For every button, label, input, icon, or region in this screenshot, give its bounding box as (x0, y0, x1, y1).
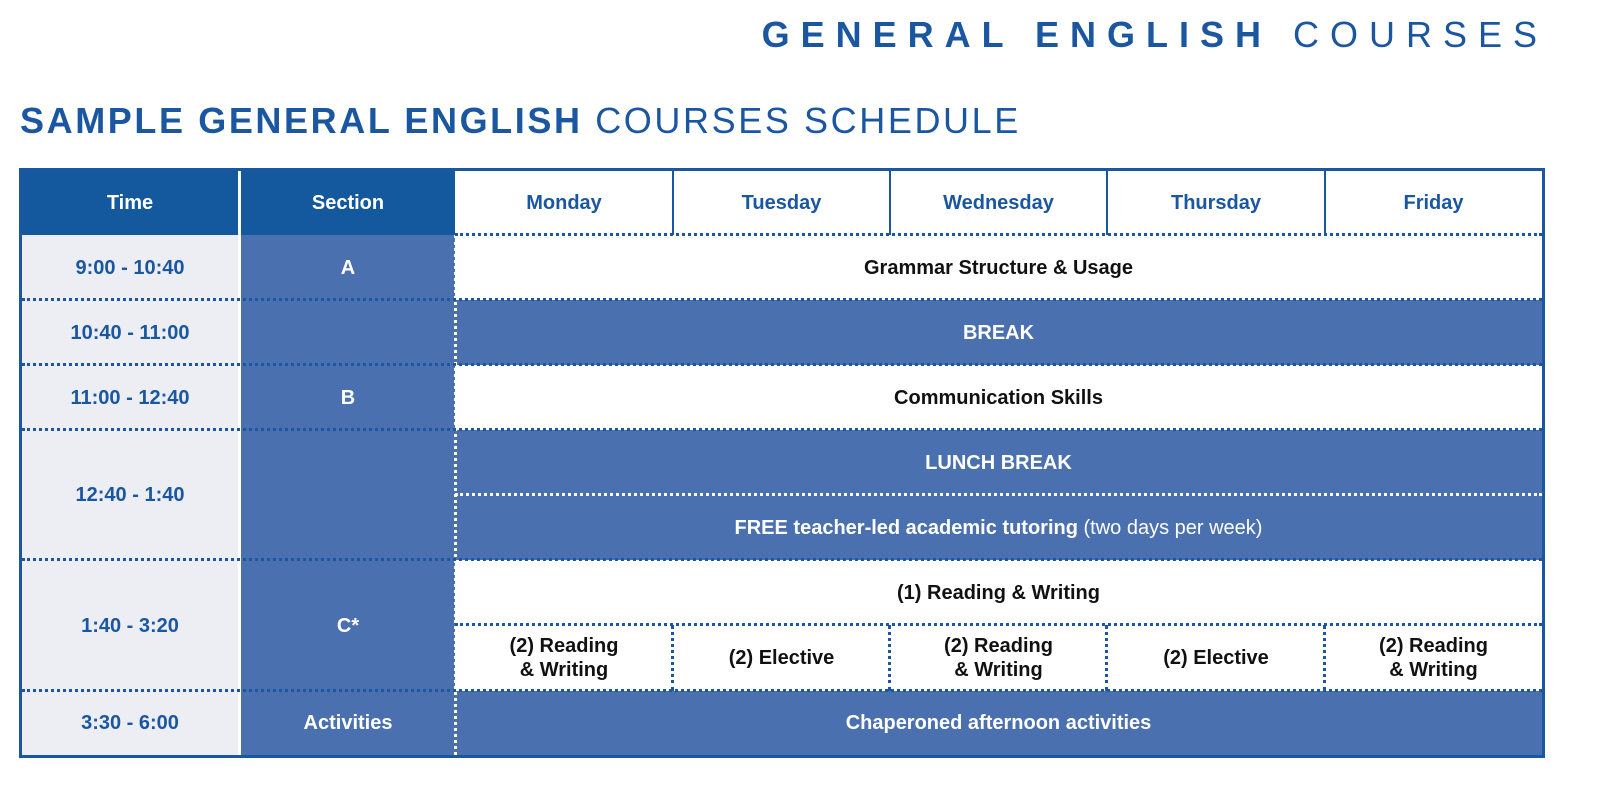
header-tuesday: Tuesday (673, 171, 890, 235)
header-wednesday: Wednesday (890, 171, 1107, 235)
communication-block: Communication Skills (455, 365, 1542, 430)
header-divider (1106, 171, 1108, 235)
session-line: (2) Reading (509, 635, 619, 657)
header-divider (238, 171, 241, 235)
day-divider (1105, 625, 1108, 691)
session-line: & Writing (954, 659, 1043, 681)
row-divider (455, 623, 1542, 626)
grammar-block: Grammar Structure & Usage (455, 235, 1542, 300)
page-heading-strong: SAMPLE GENERAL ENGLISH (20, 100, 583, 141)
section-cell: Activities (241, 691, 455, 755)
row-divider (455, 233, 1542, 236)
header-thursday: Thursday (1107, 171, 1325, 235)
row-divider (22, 298, 1542, 301)
session-line: & Writing (519, 659, 609, 681)
header-time: Time (22, 171, 238, 235)
page-heading-light: COURSES SCHEDULE (595, 100, 1021, 141)
time-cell: 10:40 - 11:00 (22, 300, 238, 365)
header-friday: Friday (1325, 171, 1542, 235)
session-line: & Writing (1389, 659, 1478, 681)
time-cell: 12:40 - 1:40 (22, 430, 238, 560)
lunch-break-block: LUNCH BREAK (455, 430, 1542, 495)
time-cell: 3:30 - 6:00 (22, 691, 238, 755)
section-cell: A (241, 235, 455, 300)
header-divider (672, 171, 674, 235)
row-divider (22, 558, 1542, 561)
time-cell: 11:00 - 12:40 (22, 365, 238, 430)
brand-title (762, 14, 1548, 56)
tutoring-label: FREE teacher-led academic tutoring (734, 516, 1078, 539)
time-cell: 9:00 - 10:40 (22, 235, 238, 300)
section-cell: B (241, 365, 455, 430)
time-cell: 1:40 - 3:20 (22, 560, 238, 691)
session-line: (2) Reading (944, 635, 1053, 657)
thursday-session-2: (2) Elective (1107, 625, 1325, 691)
row-divider (455, 493, 1542, 496)
session-line: (2) Reading (1379, 635, 1488, 657)
row-divider (22, 689, 1542, 692)
friday-session-2 (1325, 625, 1542, 691)
section-cell: C* (241, 560, 455, 691)
column-divider (238, 235, 241, 755)
monday-session-2 (455, 625, 673, 691)
day-divider (671, 625, 674, 691)
wednesday-session-2 (890, 625, 1107, 691)
day-divider (1323, 625, 1326, 691)
header-monday: Monday (455, 171, 673, 235)
tutoring-block (455, 495, 1542, 560)
tuesday-session-2: (2) Elective (673, 625, 890, 691)
page-heading (20, 100, 1021, 142)
header-divider (889, 171, 891, 235)
activities-block: Chaperoned afternoon activities (455, 691, 1542, 755)
section-cell (241, 430, 455, 560)
header-section: Section (241, 171, 455, 235)
header-divider (1324, 171, 1326, 235)
brand-title-strong: GENERAL ENGLISH (761, 14, 1272, 55)
reading-writing-block: (1) Reading & Writing (455, 560, 1542, 625)
tutoring-note: (two days per week) (1083, 516, 1263, 539)
brand-title-light: COURSES (1292, 14, 1548, 55)
row-divider (22, 363, 1542, 366)
row-divider (22, 428, 1542, 431)
break-block: BREAK (455, 300, 1542, 365)
schedule-table (19, 168, 1545, 758)
section-cell (241, 300, 455, 365)
day-divider (888, 625, 891, 691)
